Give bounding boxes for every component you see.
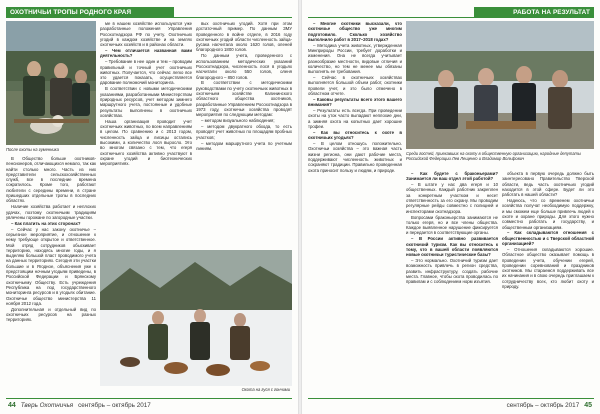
left-page-number: 44 [8,402,16,409]
left-col2-paragraph: Наша организация проводит учет охотничьих животных, по всем направлениям в целом. По сравнению и с 2013 годом, численность зайца и лисицы остались высокими, а количество лося выросло. Это во многом связано с тем, что егеря охотничьего хозяйства активно участвуют в охране угодий и биотехнических мероприятиях. [100,118,192,167]
right-col1-paragraph: – В целом отношусь положительно. Охотничьи хозяйства – это важная часть жизни региона, они дают рабочие места, поддерживают численность животных и сохраняют традиции. Правильно проведенная охота приносит пользу и людям, и природе. [308,141,402,173]
left-col3-paragraph: – методом маршрутного учета по учетным линиям. [196,140,292,151]
left-col3-paragraph: В соответствии с методическими руководствами по учету охотничьих животных в охотничьем хозяйстве Калининского областного общества охотников, разработанные Управлением Росохотнадзора в 1973 году, охотничьи хозяйства проводят мероприятия по следующим методам: [196,80,292,118]
goose-hunting-photo [100,250,292,386]
hunters-photo-caption: После охоты на гуменника [6,147,59,152]
left-col1-paragraph: – Сейчас у нас закону охотничье – серьезное мероприятие, и отношение к нему требующе открытое и ответственное. Мой отряд сотрудников обыскивает территорию, находясь многие годы, и я выделяю большой пласт проводимого учета на данных территориях. Сегодня эти участки большие и в Ягодное, объяснения уже к предстоящим ночным угодьям приведены, в Российской Федерации и Брянскому охотничьему Обществу. Есть учреждения Республика на под государственного мониторинга ресурсов и в угодьях обитание. Охотничье общество министерства 11 ноября 2012 года. [6,226,96,306]
goose-photo-caption: Охота на гуся с гончими [241,387,290,392]
left-issue-date: сентябрь – октябрь 2017 [78,402,151,409]
right-col2-paragraph: – Это нормально. Охотничий туризм дает возможность привлечь в регион средства, развить инфраструктуру, создать рабочие места. Главное, чтобы охота проводилась по правилам и с соблюдением норм изъятия. [406,258,498,285]
right-col1-paragraph: – Методика учета животных, утвержденная Минприроды России, требует доработки и изменения. Она не всегда учитывает разнообразие местности, видовые отличия и количество, но тем не менее мы обязаны выполнять ее требования. [308,42,402,75]
left-col2-paragraph: ме в нашем хозяйстве используются уже разработанные положения Управления Росохотнадзора РФ по учету. Охотничьих угодий в каждом хозяйстве и на землях охотничьих хозяйств и в районах области. [100,21,192,48]
right-col1-question: – Как вы относитесь к охоте в охотничьих угодьях? [308,129,402,141]
hunters-with-dog-photo [6,21,96,145]
left-column-1 [6,156,96,392]
right-section-header [474,7,594,17]
right-col2-question: – В России активно развивается охотничий туризм. Как вы относитесь к тому, что в вашей области появляются новые охотничьи туристические базы? [406,236,498,258]
right-col3-question: – Как складываются отношения с общественностью и с Тверской областной организацией? [502,230,594,247]
right-column-3 [502,171,594,387]
left-column-3 [196,21,292,276]
right-col3-paragraph: – Отношения складываются хорошие. Областное общество оказывает помощь в проведении учета, обучении егерей, проведении соревнований и праздников охотников. Мы стараемся поддерживать все их начинания и в свою очередь приглашаем к сотрудничеству всех, кто любит охоту и природу. [502,246,594,290]
right-header-rule [308,17,594,18]
left-page [0,0,298,414]
right-col1-question: – Каковы результаты всего этого вашего внимания? [308,96,402,108]
left-col1-question: – Как платить на этих сторонах? [11,220,81,226]
left-col3-paragraph: вых охотничьих угодий. Хотя при этом достаточный пример. По данным ЗМУ проведенного в войне отделе, в 2016 году охотничьих угодий области численность зайца-русака насчитала около 1620 голов, оленей благородного 1800 голов. [196,21,292,53]
goose-hunting-illustration [100,250,292,386]
left-col1-paragraph: Наличие хозяйства работает и неплохих удачах, поэтому охотничьим традициям увлечены горожане по загородные участки. [6,204,96,220]
right-column-2 [406,171,498,387]
right-col1-paragraph: – Сейчас в охотничьих хозяйствах выполняется большой объем работ, охотники провели учет, и это было отмечено в областном отчете. [308,75,402,97]
right-col3-paragraph: объекта в первую очередь должно быть заинтересовано Правительство Тверской области, ведь часть охотничьих угодий находится в этой сфере. Будет ли это работать в нашей области? [502,171,594,198]
right-issue-date: сентябрь – октябрь 2017 [506,402,580,409]
left-col2-paragraph: В соответствии с новыми методическими указаниями, разработанными Министерством природных ресурсов, учет методом зимнего маршрутного учета, постоянные и удобные результаты выполнены в охотничьих хозяйствах. [100,86,192,118]
left-col2-paragraph: – Требование в нее один и тем – проводим правильный и точный учет охотничьих животных. Получается, что сейчас легко все это удается показать, осуществляется дарование полномочий мониторинга. [100,59,192,86]
hunters-with-dog-illustration [6,21,96,145]
right-col1-question: – Многие охотники высказали, что охотничье общество уже многим подготовило. Сколько хозяйство выполнило работ в 2017–2018 годах? [308,21,402,42]
right-col1-paragraph: – Результаты есть всегда. При проведении охоты на уток часто выпадают неплохие дни, а зимняя охота на копытных дает хорошие трофеи. [308,108,402,130]
left-col1-paragraph: Дополнительная и отдельный вид по охотничьих ресурсов на разных территориях. [6,306,96,323]
right-section-title: РАБОТА НА РЕЗУЛЬТАТ [513,8,590,16]
left-col3-paragraph: – методом двукратного обхода, то есть проводят учет животных по площадям пробных участков; [196,124,292,140]
guests-group-illustration [406,21,594,149]
guests-photo [406,21,594,149]
right-column-1 [308,21,402,387]
magazine-brand: Тверь Охотничья [20,402,74,409]
right-col2-paragraph: – В штате у нас два егеря и 10 общественных. Каждый работник закреплен за конкретным участком и несет ответственность за его охрану. Мы проводим регулярные рейды совместно с полицией и инспекторами охотнадзора. [406,182,498,214]
left-column-2 [100,21,192,246]
left-col2-question: – Чем отличается названная вами деятельность? [100,48,192,59]
left-footer-rule [6,398,292,399]
left-footer [8,402,151,409]
right-footer-rule [308,398,594,399]
left-col3-paragraph: По данным учета, проведенного с использованием методических указаний Росохотнадзора, численность лося в угодьях насчитали около 550 голов, оленя благородного – 850 голов. [196,53,292,80]
left-col1-paragraph: В Общество больше охотников-пенсионеров, отличающихся немало, так как найти столько много. Часть из них представители сельскохозяйственных служб, все в последние времена сократилось. Кроме того, работают любители с середины времени, в стране пришедших отдельные тропы в последних областях. [6,156,96,204]
guests-photo-caption: Среди гостей, приехавших на охоту в общественную организацию, народные депутаты Российской Федерации Лев Лещенко и Владимир Вольфович [406,151,581,161]
right-page-number: 45 [584,402,592,409]
right-col2-paragraph: Вопросами браконьерства занимаются не только егеря, но и все члены общества. Каждое выявленное нарушение фиксируется и передается в соответствующие органы. [406,214,498,236]
left-section-header [6,7,174,17]
left-header-rule [6,17,292,18]
right-footer [507,402,592,409]
right-page [302,0,600,414]
right-col3-paragraph: Надеюсь, что со временем охотничьи хозяйства получат необходимую поддержку, и мы сможем еще больше привлечь людей к охоте и охране природы. Для этого нужно совместно работать и государству, и общественным организациям. [502,198,594,230]
left-section-title: ОХОТНИЧЬИ ТРОПЫ РОДНОГО КРАЯ [10,8,132,16]
left-col3-paragraph: – методом визуального наблюдения; [201,118,275,124]
right-col2-question: – Как будете с браконьерами? Занимается ли ваш отдел этой работой? [406,171,498,182]
